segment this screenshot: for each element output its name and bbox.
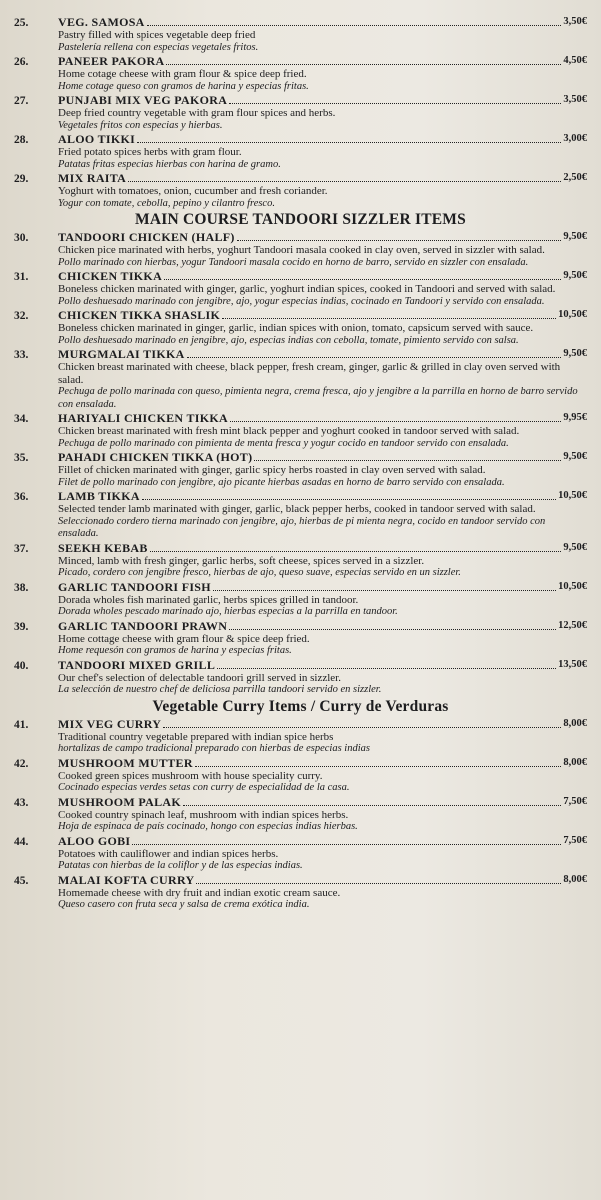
item-name: MIX VEG CURRY (58, 716, 162, 731)
dot-leader (137, 142, 561, 143)
item-body (58, 873, 587, 912)
item-name: PANEER PAKORA (58, 54, 165, 68)
item-number: 42. (14, 757, 29, 770)
item-description-es: hortalizas de campo tradicional preparado con hierbas de especias indias (58, 743, 370, 754)
item-description-es: Pechuga de pollo marinado con pimienta de menta fresca y yogur cocido en tandoor servido con ensalada. (58, 437, 509, 449)
dot-leader (147, 25, 562, 26)
item-price: 10,50€ (558, 580, 587, 592)
item-title-line (58, 450, 587, 464)
item-price: 8,00€ (563, 873, 587, 885)
dot-leader (222, 318, 556, 319)
item-title-line (58, 132, 587, 146)
item-body (58, 411, 587, 450)
dot-leader (254, 460, 561, 461)
menu-item (14, 411, 587, 450)
item-description-en: Chicken pice marinated with herbs, yoghurt Tandoori masala cooked in clay oven, served in sizzler with salad. (58, 244, 545, 256)
item-title-line (58, 54, 587, 68)
item-description-en: Selected tender lamb marinated with ginger, garlic, black pepper herbs, cooked in tandoor served with salad. (58, 503, 536, 515)
item-title-line (58, 717, 587, 731)
item-number: 27. (14, 95, 29, 107)
item-price: 7,50€ (563, 834, 587, 846)
menu-item (14, 619, 587, 658)
item-body (58, 541, 587, 580)
menu-item (14, 308, 587, 347)
item-number: 34. (14, 413, 29, 425)
item-body (58, 658, 587, 697)
item-name: LAMB TIKKA (58, 489, 140, 503)
item-price: 9,50€ (563, 231, 587, 242)
item-name: VEG. SAMOSA (58, 15, 145, 29)
item-description-es: Seleccionado cordero tierna marinado con jengibre, ajo, hierbas de pi mienta negra, cocido en tandoor servido con ensalada. (58, 515, 546, 539)
item-number: 33. (14, 349, 29, 361)
item-title-line (58, 489, 587, 503)
item-description-en: Traditional country vegetable prepared with indian spice herbs (58, 730, 334, 743)
item-description-es: Pollo deshuesado marinado en jengibre, ajo, especias indias con cebolla, tomate, pimiento servido con salsa. (58, 334, 519, 346)
item-body (58, 308, 587, 347)
item-body (58, 619, 587, 658)
dot-leader (217, 668, 556, 669)
item-body (58, 269, 587, 308)
menu-item (14, 834, 587, 873)
item-title-line (58, 834, 587, 848)
item-number: 31. (14, 271, 29, 283)
item-body (58, 230, 587, 269)
dot-leader (142, 499, 556, 500)
menu-item (14, 873, 587, 912)
menu-item (14, 93, 587, 132)
item-description-es: Pechuga de pollo marinada con queso, pimienta negra, crema fresca, ajo y jengibre a la parrilla en horno de barro servido con ensalada. (58, 386, 578, 410)
item-body (58, 347, 587, 411)
item-number: 43. (14, 796, 29, 809)
item-description-es: Patatas con hierbas de la coliflor y de las especias indias. (58, 860, 303, 871)
item-price: 10,50€ (558, 490, 587, 501)
item-title-line (58, 171, 587, 185)
item-number: 37. (14, 542, 29, 555)
item-title-line (58, 347, 587, 361)
item-description-es: Home cotage queso con gramos de harina y especias fritas. (58, 80, 309, 92)
item-title-line (58, 308, 587, 322)
item-description-es: Vegetales fritos con especias y hierbas. (58, 119, 223, 131)
item-name: ALOO TIKKI (58, 132, 136, 146)
item-description-en: Home cottage cheese with gram flour & spice deep fried. (58, 632, 310, 645)
menu-item (14, 658, 587, 697)
item-number: 44. (14, 835, 29, 848)
dot-leader (196, 883, 561, 884)
item-description-en: Homemade cheese with dry fruit and indian exotic cream sauce. (58, 886, 341, 899)
item-price: 7,50€ (563, 795, 587, 807)
dot-leader (187, 357, 562, 358)
item-title-line (58, 541, 587, 555)
item-description-es: Cocinado especias verdes setas con curry de especialidad de la casa. (58, 782, 350, 793)
item-description-es: Queso casero con fruta seca y salsa de crema exótica india. (58, 899, 310, 910)
menu-item (14, 230, 587, 269)
dot-leader (237, 240, 562, 241)
menu-item (14, 269, 587, 308)
item-body (58, 15, 587, 54)
menu-list (14, 15, 587, 912)
item-description-en: Chicken breast marinated with fresh mint black pepper and yoghurt cooked in tandoor served with salad. (58, 425, 520, 437)
item-price: 9,50€ (563, 270, 587, 281)
item-name: SEEKH KEBAB (58, 540, 148, 555)
item-price: 8,00€ (563, 756, 587, 768)
item-description-en: Boneless chicken marinated in ginger, garlic, indian spices with onion, tomato, capsicum served with sauce. (58, 322, 534, 334)
item-description-en: Minced, lamb with fresh ginger, garlic herbs, soft cheese, spices served in a sizzler. (58, 554, 425, 567)
item-description-es: Dorada wholes pescado marinado ajo, hierbas especias a la parrilla en tandoor. (58, 606, 398, 617)
item-title-line (58, 269, 587, 283)
item-description-en: Dorada wholes fish marinated garlic, herbs spices grilled in tandoor. (58, 593, 359, 606)
item-description-es: Pollo deshuesado marinado con jengibre, ajo, yogur especias indias, cocinado en Tandoori y servido con ensalada. (58, 295, 545, 307)
item-description-en: Chicken breast marinated with cheese, black pepper, fresh cream, ginger, garlic & grilled in clay oven served with salad. (58, 361, 561, 386)
item-price: 3,50€ (563, 94, 587, 105)
item-number: 26. (14, 56, 29, 68)
item-description-en: Fillet of chicken marinated with ginger, garlic spicy herbs roasted in clay oven served with salad. (58, 464, 486, 476)
item-description-es: Hoja de espinaca de país cocinado, hongo con especias indias hierbas. (58, 821, 358, 832)
item-price: 2,50€ (563, 172, 587, 183)
item-description-en: Boneless chicken marinated with ginger, garlic, yoghurt indian spices, cooked in Tandoori and served with salad. (58, 283, 556, 295)
item-number: 36. (14, 491, 29, 503)
dot-leader (150, 551, 562, 552)
item-number: 28. (14, 134, 29, 146)
item-title-line (58, 93, 587, 107)
item-description-en: Deep fried country vegetable with gram flour spices and herbs. (58, 107, 336, 119)
item-description-es: Filet de pollo marinado con jengibre, ajo picante hierbas asadas en horno de barro servido con ensalada. (58, 476, 505, 488)
item-description-en: Cooked green spices mushroom with house speciality curry. (58, 769, 323, 782)
dot-leader (183, 805, 561, 806)
item-title-line (58, 15, 587, 29)
item-description-es: Patatas fritas especias hierbas con harina de gramo. (58, 158, 281, 170)
dot-leader (128, 181, 561, 182)
item-number: 29. (14, 173, 29, 185)
item-number: 30. (14, 232, 29, 244)
dot-leader (166, 64, 561, 65)
item-name: ALOO GOBI (58, 833, 131, 848)
dot-leader (164, 279, 561, 280)
item-name: CHICKEN TIKKA (58, 269, 163, 283)
dot-leader (230, 421, 561, 422)
item-body (58, 93, 587, 132)
item-price: 8,00€ (563, 717, 587, 729)
item-number: 41. (14, 718, 29, 731)
item-price: 9,95€ (563, 412, 587, 423)
item-title-line (58, 873, 587, 887)
item-name: PAHADI CHICKEN TIKKA (HOT) (58, 450, 253, 464)
menu-item (14, 132, 587, 171)
menu-item (14, 54, 587, 93)
menu-item (14, 489, 587, 541)
item-name: PUNJABI MIX VEG PAKORA (58, 93, 228, 107)
item-price: 4,50€ (563, 55, 587, 66)
item-title-line (58, 756, 587, 770)
item-body (58, 54, 587, 93)
menu-item (14, 171, 587, 210)
dot-leader (229, 103, 561, 104)
item-price: 9,50€ (563, 541, 587, 553)
item-title-line (58, 795, 587, 809)
dot-leader (229, 629, 556, 630)
item-body (58, 132, 587, 171)
menu-item (14, 450, 587, 489)
menu-item (14, 15, 587, 54)
item-body (58, 834, 587, 873)
item-price: 13,50€ (558, 658, 587, 670)
item-description-en: Potatoes with cauliflower and indian spices herbs. (58, 847, 279, 860)
dot-leader (213, 590, 556, 591)
item-name: MUSHROOM PALAK (58, 794, 181, 809)
item-body (58, 450, 587, 489)
section-title-vegetable: Vegetable Curry Items / Curry de Verduras (152, 697, 449, 715)
item-title-line (58, 619, 587, 633)
item-number: 38. (14, 581, 29, 594)
item-number: 32. (14, 310, 29, 322)
menu-item (14, 580, 587, 619)
item-body (58, 756, 587, 795)
item-name: MALAI KOFTA CURRY (58, 872, 195, 887)
item-number: 39. (14, 620, 29, 633)
item-number: 45. (14, 874, 29, 887)
item-body (58, 489, 587, 541)
item-number: 35. (14, 452, 29, 464)
menu-item (14, 541, 587, 580)
menu-item (14, 795, 587, 834)
item-title-line (58, 230, 587, 244)
item-name: MURGMALAI TIKKA (58, 347, 185, 361)
section-title-tandoori: MAIN COURSE TANDOORI SIZZLER ITEMS (135, 211, 466, 228)
item-name: HARIYALI CHICKEN TIKKA (58, 411, 228, 425)
menu-item (14, 717, 587, 756)
menu-item (14, 756, 587, 795)
menu-item (14, 347, 587, 411)
item-number: 40. (14, 659, 29, 672)
item-body (58, 580, 587, 619)
item-name: MIX RAITA (58, 171, 127, 185)
item-description-en: Our chef's selection of delectable tandoori grill served in sizzler. (58, 671, 341, 684)
item-description-en: Pastry filled with spices vegetable deep fried (58, 29, 256, 41)
item-price: 10,50€ (558, 309, 587, 320)
item-description-es: La selección de nuestro chef de deliciosa parrilla tandoori servido en sizzler. (58, 684, 382, 695)
item-body (58, 795, 587, 834)
item-description-en: Home cotage cheese with gram flour & spice deep fried. (58, 68, 307, 80)
item-description-en: Fried potato spices herbs with gram flour. (58, 146, 242, 158)
item-description-es: Pastelería rellena con especias vegetales fritos. (58, 41, 259, 53)
dot-leader (132, 844, 561, 845)
item-description-es: Picado, cordero con jengibre fresco, hierbas de ajo, queso suave, especias servido en un sizzler. (58, 567, 461, 578)
item-name: CHICKEN TIKKA SHASLIK (58, 308, 221, 322)
item-name: TANDOORI MIXED GRILL (58, 657, 216, 672)
item-name: TANDOORI CHICKEN (HALF) (58, 230, 235, 244)
item-price: 9,50€ (563, 348, 587, 359)
item-title-line (58, 411, 587, 425)
item-description-en: Cooked country spinach leaf, mushroom with indian spices herbs. (58, 808, 349, 821)
item-price: 12,50€ (558, 619, 587, 631)
dot-leader (195, 766, 562, 767)
item-description-es: Pollo marinado con hierbas, yogur Tandoori masala cocido en horno de barro, servido en sizzler con ensalada. (58, 256, 529, 268)
item-price: 9,50€ (563, 451, 587, 462)
item-body (58, 171, 587, 210)
item-name: GARLIC TANDOORI FISH (58, 579, 211, 594)
item-title-line (58, 580, 587, 594)
item-title-line (58, 658, 587, 672)
dot-leader (163, 727, 561, 728)
item-number: 25. (14, 17, 29, 29)
item-price: 3,00€ (563, 133, 587, 144)
item-description-es: Home requesón con gramos de harina y especias fritas. (58, 645, 292, 656)
item-description-en: Yoghurt with tomatoes, onion, cucumber and fresh coriander. (58, 185, 328, 197)
item-name: MUSHROOM MUTTER (58, 755, 193, 770)
item-name: GARLIC TANDOORI PRAWN (58, 618, 228, 633)
item-price: 3,50€ (563, 16, 587, 27)
item-description-es: Yogur con tomate, cebolla, pepino y cilantro fresco. (58, 197, 275, 209)
item-body (58, 717, 587, 756)
